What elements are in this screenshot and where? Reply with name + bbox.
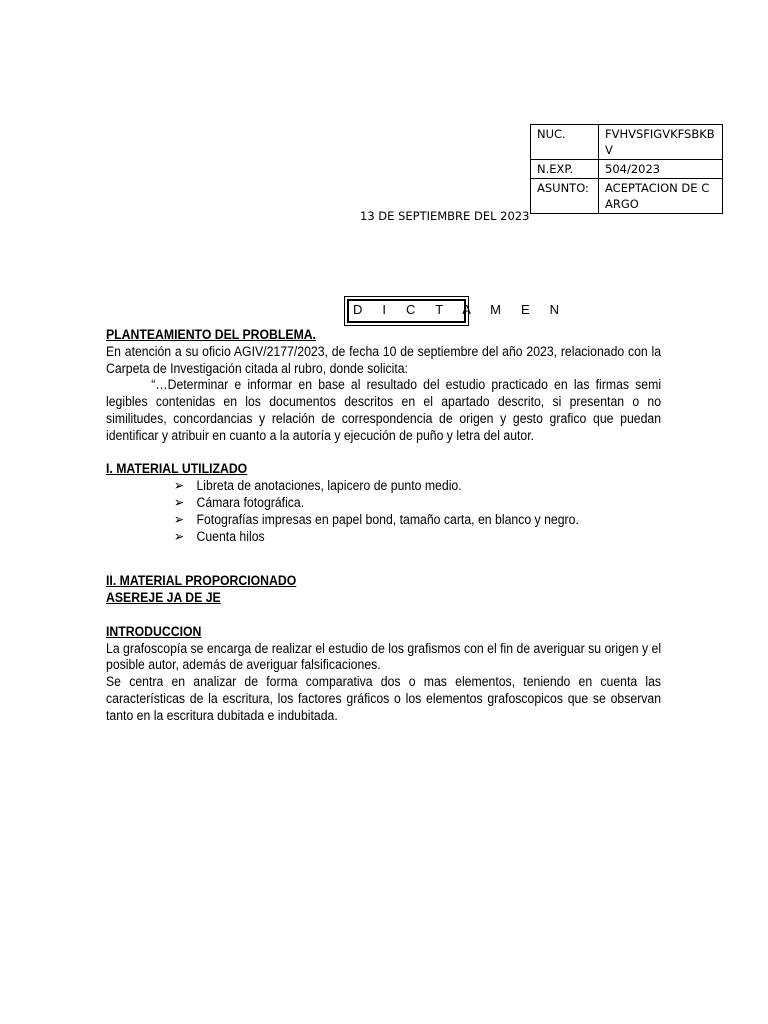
dictamen-title: D I C T A M E N xyxy=(347,299,466,323)
planteamiento-quote: “…Determinar e informar en base al resultado del estudio practicado en las firmas semi legibles contenidas en los documentos descritos en el apartado descrito, si presentan o no similitudes, concordancias y relación de correspondencia de origen y gesto grafico que puedan identificar y atribuir en cuanto a la autoría y ejecución de puño y letra del autor. xyxy=(106,376,662,443)
arrow-bullet-icon: ➢ xyxy=(173,493,185,510)
introduccion-paragraph-1: La grafoscopía se encarga de realizar el estudio de los grafismos con el fin de averiguar su origen y el posible autor, además de averiguar falsificaciones. xyxy=(106,639,662,673)
case-info-table xyxy=(530,124,723,214)
list-item: ➢ Cámara fotográfica. xyxy=(173,493,305,510)
material-utilizado-list xyxy=(106,477,661,544)
exp-value: 504/2023 xyxy=(599,160,723,179)
list-item: ➢ Fotografías impresas en papel bond, tamaño carta, en blanco y negro. xyxy=(173,510,579,527)
document-body xyxy=(106,326,661,724)
table-row xyxy=(531,179,723,214)
arrow-bullet-icon: ➢ xyxy=(173,527,185,544)
exp-label: N.EXP. xyxy=(531,160,599,179)
asunto-label: ASUNTO: xyxy=(531,179,599,214)
nuc-label: NUC. xyxy=(531,125,599,160)
planteamiento-heading: PLANTEAMIENTO DEL PROBLEMA. xyxy=(106,326,317,342)
material-proporcionado-subheading: ASEREJE JA DE JE xyxy=(106,589,221,606)
nuc-value: FVHVSFIGVKFSBKBV xyxy=(599,125,723,160)
list-item: ➢ Libreta de anotaciones, lapicero de punto medio. xyxy=(173,477,462,494)
dictamen-title-box xyxy=(344,296,568,326)
arrow-bullet-icon: ➢ xyxy=(173,510,185,527)
table-row xyxy=(531,160,723,179)
list-item: ➢ Cuenta hilos xyxy=(173,527,265,544)
material-proporcionado-heading: II. MATERIAL PROPORCIONADO xyxy=(106,572,297,589)
table-row xyxy=(531,125,723,160)
material-utilizado-heading: I. MATERIAL UTILIZADO xyxy=(106,460,248,477)
introduccion-paragraph-2: Se centra en analizar de forma comparativa dos o mas elementos, teniendo en cuenta las características de la escritura, los factores gráficos o los elementos grafoscopicos que se observan tanto en la escritura dubitada e indubitada. xyxy=(106,673,662,723)
planteamiento-intro: En atención a su oficio AGIV/2177/2023, de fecha 10 de septiembre del año 2023, relacionado con la Carpeta de Investigación citada al rubro, donde solicita: xyxy=(106,342,662,376)
arrow-bullet-icon: ➢ xyxy=(173,477,185,494)
asunto-value: ACEPTACION DE CARGO xyxy=(599,179,723,214)
document-date: 13 DE SEPTIEMBRE DEL 2023 xyxy=(360,209,530,223)
introduccion-heading: INTRODUCCION xyxy=(106,622,202,639)
